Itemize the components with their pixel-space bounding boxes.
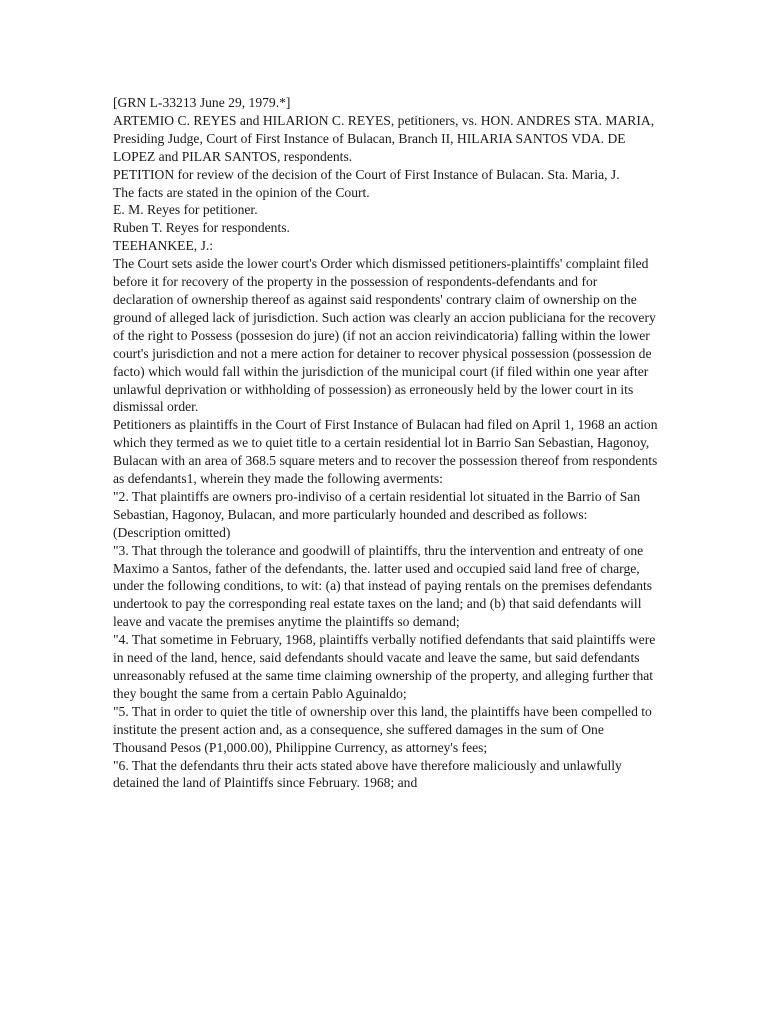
ponente: TEEHANKEE, J.:	[113, 238, 214, 254]
petition-summary: PETITION for review of the decision of the Court of First Instance of Bulacan. Sta. Maria, J.	[113, 166, 620, 182]
counsel-petitioner: E. M. Reyes for petitioner.	[113, 202, 258, 218]
averment-paragraph: "4. That sometime in February, 1968, plaintiffs verbally notified defendants that said plaintiffs were in need of the land, hence, said defendants should vacate and leave the same, but said defendants unreasonably refused at the same time claiming ownership of the property, and alleging further that they bought the same from a certain Pablo Aguinaldo;	[113, 632, 656, 701]
document-page	[113, 94, 658, 792]
opinion-paragraph: The Court sets aside the lower court's Order which dismissed petitioners-plaintiffs' complaint filed before it for recovery of the property in the possession of respondents-defendants and for declaration of ownership thereof as against said respondents' contrary claim of ownership on the ground of alleged lack of jurisdiction. Such action was clearly an accion publiciana for the recovery of the right to Possess (possesion do jure) (if not an accion reivindicatoria) falling within the lower court's jurisdiction and not a mere action for detainer to recover physical possession (possession de facto) which would fall within the jurisdiction of the municipal court (if filed within one year after unlawful deprivation or withholding of possession) as erroneously held by the lower court in its dismissal order.	[113, 256, 656, 415]
description-omitted: (Description omitted)	[113, 524, 231, 540]
case-parties: ARTEMIO C. REYES and HILARION C. REYES, petitioners, vs. HON. ANDRES STA. MARIA, Presiding Judge, Court of First Instance of Bulacan, Branch II, HILARIA SANTOS VDA. DE LOPEZ and PILAR SANTOS, respondents.	[113, 112, 655, 164]
averment-paragraph: "3. That through the tolerance and goodwill of plaintiffs, thru the intervention and entreaty of one Maximo a Santos, father of the defendants, the. latter used and occupied said land free of charge, under the following conditions, to wit: (a) that instead of paying rentals on the premises defendants undertook to pay the corresponding real estate taxes on the land; and (b) that said defendants will leave and vacate the premises anytime the plaintiffs so demand;	[113, 542, 653, 630]
counsel-respondents: Ruben T. Reyes for respondents.	[113, 220, 290, 236]
averment-paragraph: "2. That plaintiffs are owners pro-indiviso of a certain residential lot situated in the Barrio of San Sebastian, Hagonoy, Bulacan, and more particularly hounded and described as follows:	[113, 488, 641, 522]
facts-note: The facts are stated in the opinion of the Court.	[113, 184, 370, 200]
opinion-paragraph: Petitioners as plaintiffs in the Court of First Instance of Bulacan had filed on April 1, 1968 an action which they termed as we to quiet title to a certain residential lot in Barrio San Sebastian, Hagonoy, Bulacan with an area of 368.5 square meters and to recover the possession thereof from respondents as defendants1, wherein they made the following averments:	[113, 417, 658, 487]
averment-paragraph: "6. That the defendants thru their acts stated above have therefore maliciously and unlawfully detained the land of Plaintiffs since February. 1968; and	[113, 757, 622, 791]
case-citation: [GRN L-33213 June 29, 1979.*]	[113, 95, 291, 110]
averment-paragraph: "5. That in order to quiet the title of ownership over this land, the plaintiffs have been compelled to institute the present action and, as a consequence, she suffered damages in the sum of One Thousand Pesos (P1,000.00), Philippine Currency, as attorney's fees;	[113, 703, 652, 755]
